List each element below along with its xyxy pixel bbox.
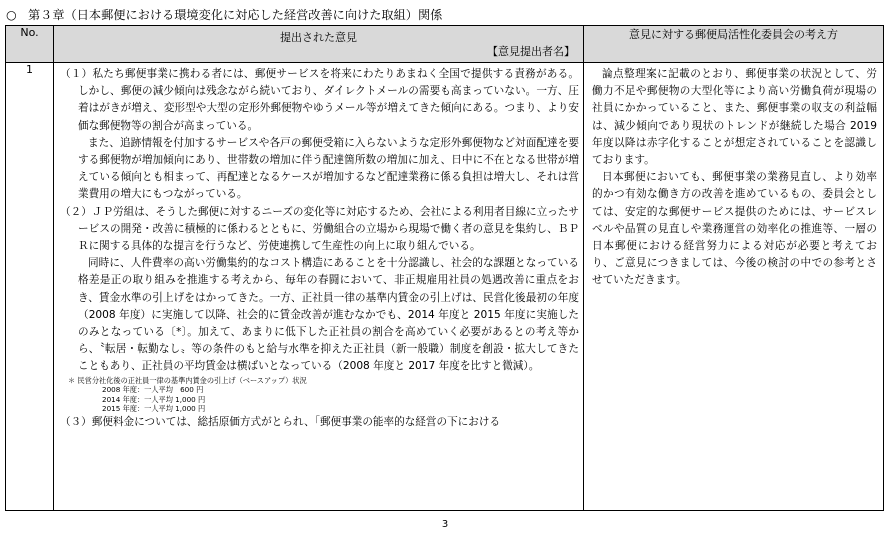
- opinion-cell: [54, 63, 584, 511]
- footnote-line: 2008 年度：一人平均 600 円: [102, 385, 204, 395]
- footnote-line: 2015 年度：一人平均 1,000 円: [102, 404, 206, 414]
- opinion-paragraph-5: （３）郵便料金については、総括原価方式がとられ、「郵便事業の能率的な経営の下における: [60, 416, 501, 429]
- opinion-table: [5, 25, 884, 511]
- circle-bullet-icon: ○: [6, 8, 17, 22]
- header-opinion-label: 提出された意見: [280, 31, 357, 44]
- table-header-row: [6, 26, 884, 63]
- opinion-paragraph-1: （１）私たち郵便事業に携わる者には、郵便サービスを将来にわたりあまねく全国で提供する責務がある。しかし、郵便の減少傾向は残念ながら続いており、ダイレクトメールの需要も高まっていない。一方、圧着はがきが増え、変形型や大型の定形外郵便物やゆうメール等が増えてきた傾向にある。つまり、より安価な郵便物等の割合が高まっている。: [60, 68, 579, 132]
- opinion-paragraph-4: 同時に、人件費率の高い労働集約的なコスト構造にあることを十分認識し、社会的な課題となっている格差是正の取り組みを推進する考えから、毎年の春闘において、非正規雇用社員の処遇改善に重点をおき、賃金水準の引上げをはかってきた。一方、正社員一律の基準内賃金の引上げは、民営化後最初の年度（2008 年度）に実施して以降、社会的に賃金改善が進むなかでも、2014 年度と 2015 年度に実施したのみとなっている〔*〕。加えて、あまりに低下した正社員の割合を高めていく必要があるとの考え等から、〝転居・転勤なし〟等の条件のもと給与水準を抑えた正社員（新一般職）制度を創設・拡大してきたこともあり、正社員の平均賃金は横ばいとなっている（2008 年度と 2017 年度を比すと微減）。: [78, 257, 579, 373]
- response-paragraph-1: 論点整理案に記載のとおり、郵便事業の状況として、労働力不足や郵便物の大型化等により高い労働負荷が現場の社員にかかっていること、また、郵便事業の収支の利益幅は、減少傾向であり現状のトレンドが継続した場合 2019 年度以降は赤字化することが想定されていることを認識しております。: [592, 68, 877, 167]
- footnote: [60, 376, 579, 414]
- footnote-line: 2014 年度：一人平均 1,000 円: [102, 394, 206, 404]
- opinion-paragraph-3: （２）ＪＰ労組は、そうした郵便に対するニーズの変化等に対応するため、会社による利用者目線に立ったサービスの開発・改善に積極的に係わるとともに、労働組合の立場から現場で働く者の意見を集約し、ＢＰＲに関する具体的な提言を行うなど、労使連携して生産性の向上に取り組んでいる。: [60, 205, 579, 253]
- row-number: 1: [6, 63, 54, 511]
- section-title: 第３章（日本郵便における環境変化に対応した経営改善に向けた取組）関係: [28, 8, 443, 22]
- opinion-paragraph-2: また、追跡情報を付加するサービスや各戸の郵便受箱に入らないような定形外郵便物など対面配達を要する郵便物が増加傾向にあり、世帯数の増加に伴う配達箇所数の増加に加え、日中に不在となる世帯が増えている傾向とも相まって、再配達となるケースが増加するなど配達業務に係る負担は増大し、それは営業費用の増大にもつながっている。: [78, 136, 579, 201]
- response-paragraph-2: 日本郵便においても、郵便事業の業務見直し、より効率的かつ有効な働き方の改善を進めているもの、委員会としては、安定的な郵便サービス提供のためには、サービスレベルや品質の見直しや業務運営の効率化の推進等、一層の日本郵便における経営努力による対応が必要と考えており、ご意見につきましては、今後の検討の中での参考とさせていただきます。: [592, 171, 877, 287]
- header-no: No.: [6, 26, 54, 63]
- header-response: 意見に対する郵便局活性化委員会の考え方: [584, 26, 884, 63]
- table-row: [6, 63, 884, 511]
- header-opinion: [54, 26, 584, 63]
- response-cell: [584, 63, 884, 511]
- footnote-title: ＊ 民営分社化後の正社員一律の基準内賃金の引上げ（ベースアップ）状況: [68, 375, 307, 385]
- header-submitter-label: 【意見提出者名】: [487, 45, 575, 58]
- page-number: 3: [441, 519, 449, 530]
- section-heading: [6, 6, 442, 24]
